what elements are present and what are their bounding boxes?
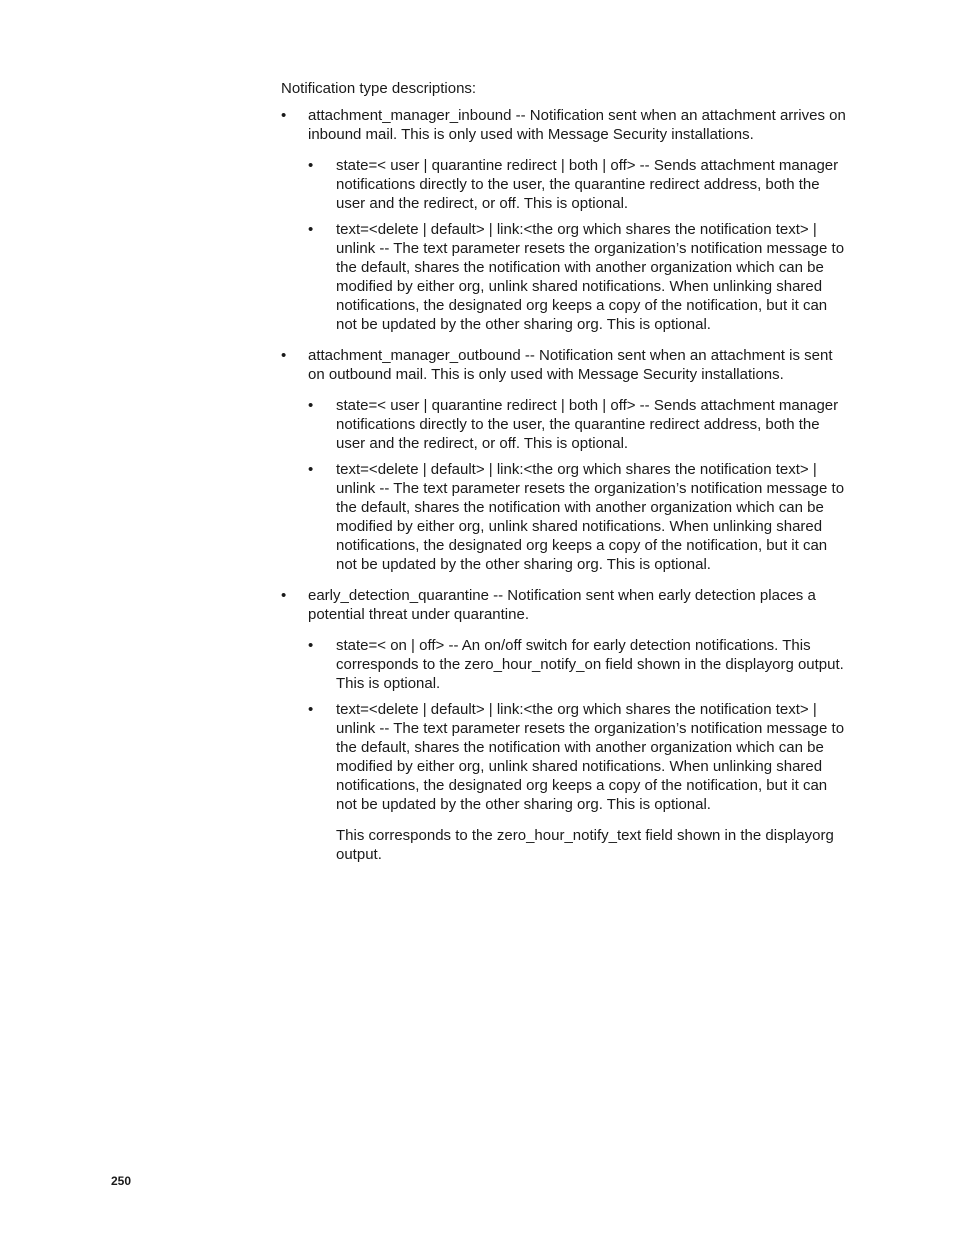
item-text: attachment_manager_inbound -- Notification sent when an attachment arrives on inbound mail. This is only used with Message Security installations. xyxy=(308,107,846,143)
sub-item-text: text=<delete | default> | link:<the org which shares the notification text> | unlink -- The text parameter resets the organization’s notification message to the default, shares the notification with another organization which can be modified by either org, unlink shared notifications. When unlinking shared notifications, the designated org keeps a copy of the notification, but it can not be updated by the other sharing org. This is optional. xyxy=(336,221,845,333)
list-item xyxy=(281,106,846,334)
sub-item-text: text=<delete | default> | link:<the org which shares the notification text> | unlink -- The text parameter resets the organization’s notification message to the default, shares the notification with another organization which can be modified by either org, unlink shared notifications. When unlinking shared notifications, the designated org keeps a copy of the notification, but it can not be updated by the other sharing org. This is optional. xyxy=(336,701,845,813)
intro-text: Notification type descriptions: xyxy=(281,80,477,97)
item-text: attachment_manager_outbound -- Notification sent when an attachment is sent on outbound mail. This is only used with Message Security installations. xyxy=(308,347,833,383)
sub-list-item xyxy=(308,156,846,213)
document-body xyxy=(281,79,846,876)
sub-list-item xyxy=(308,396,846,453)
sub-list-item xyxy=(308,636,846,693)
sub-list-item xyxy=(308,460,846,574)
bullet-icon: • xyxy=(308,221,314,238)
page-number: 250 xyxy=(111,1174,132,1188)
sub-list xyxy=(308,636,846,864)
sub-item-note: This corresponds to the zero_hour_notify_text field shown in the displayorg output. xyxy=(336,827,834,863)
sub-list-item xyxy=(308,700,846,864)
bullet-icon: • xyxy=(308,157,314,174)
list-item xyxy=(281,346,846,574)
sub-item-text: text=<delete | default> | link:<the org which shares the notification text> | unlink -- The text parameter resets the organization’s notification message to the default, shares the notification with another organization which can be modified by either org, unlink shared notifications. When unlinking shared notifications, the designated org keeps a copy of the notification, but it can not be updated by the other sharing org. This is optional. xyxy=(336,461,845,573)
bullet-icon: • xyxy=(281,587,287,604)
list-item xyxy=(281,586,846,864)
sub-item-text: state=< user | quarantine redirect | both | off> -- Sends attachment manager notifications directly to the user, the quarantine redirect address, both the user and the redirect, or off. This is optional. xyxy=(336,397,839,452)
bullet-icon: • xyxy=(281,347,287,364)
bullet-icon: • xyxy=(281,107,287,124)
bullet-icon: • xyxy=(308,637,314,654)
item-text: early_detection_quarantine -- Notification sent when early detection places a potential threat under quarantine. xyxy=(308,587,816,623)
sub-list-item xyxy=(308,220,846,334)
bullet-icon: • xyxy=(308,701,314,718)
sub-list xyxy=(308,156,846,334)
sub-item-text: state=< user | quarantine redirect | both | off> -- Sends attachment manager notifications directly to the user, the quarantine redirect address, both the user and the redirect, or off. This is optional. xyxy=(336,157,839,212)
bullet-icon: • xyxy=(308,397,314,414)
sub-item-text: state=< on | off> -- An on/off switch for early detection notifications. This corresponds to the zero_hour_notify_on field shown in the displayorg output. This is optional. xyxy=(336,637,844,692)
bullet-icon: • xyxy=(308,461,314,478)
notification-type-list xyxy=(281,106,846,864)
sub-list xyxy=(308,396,846,574)
